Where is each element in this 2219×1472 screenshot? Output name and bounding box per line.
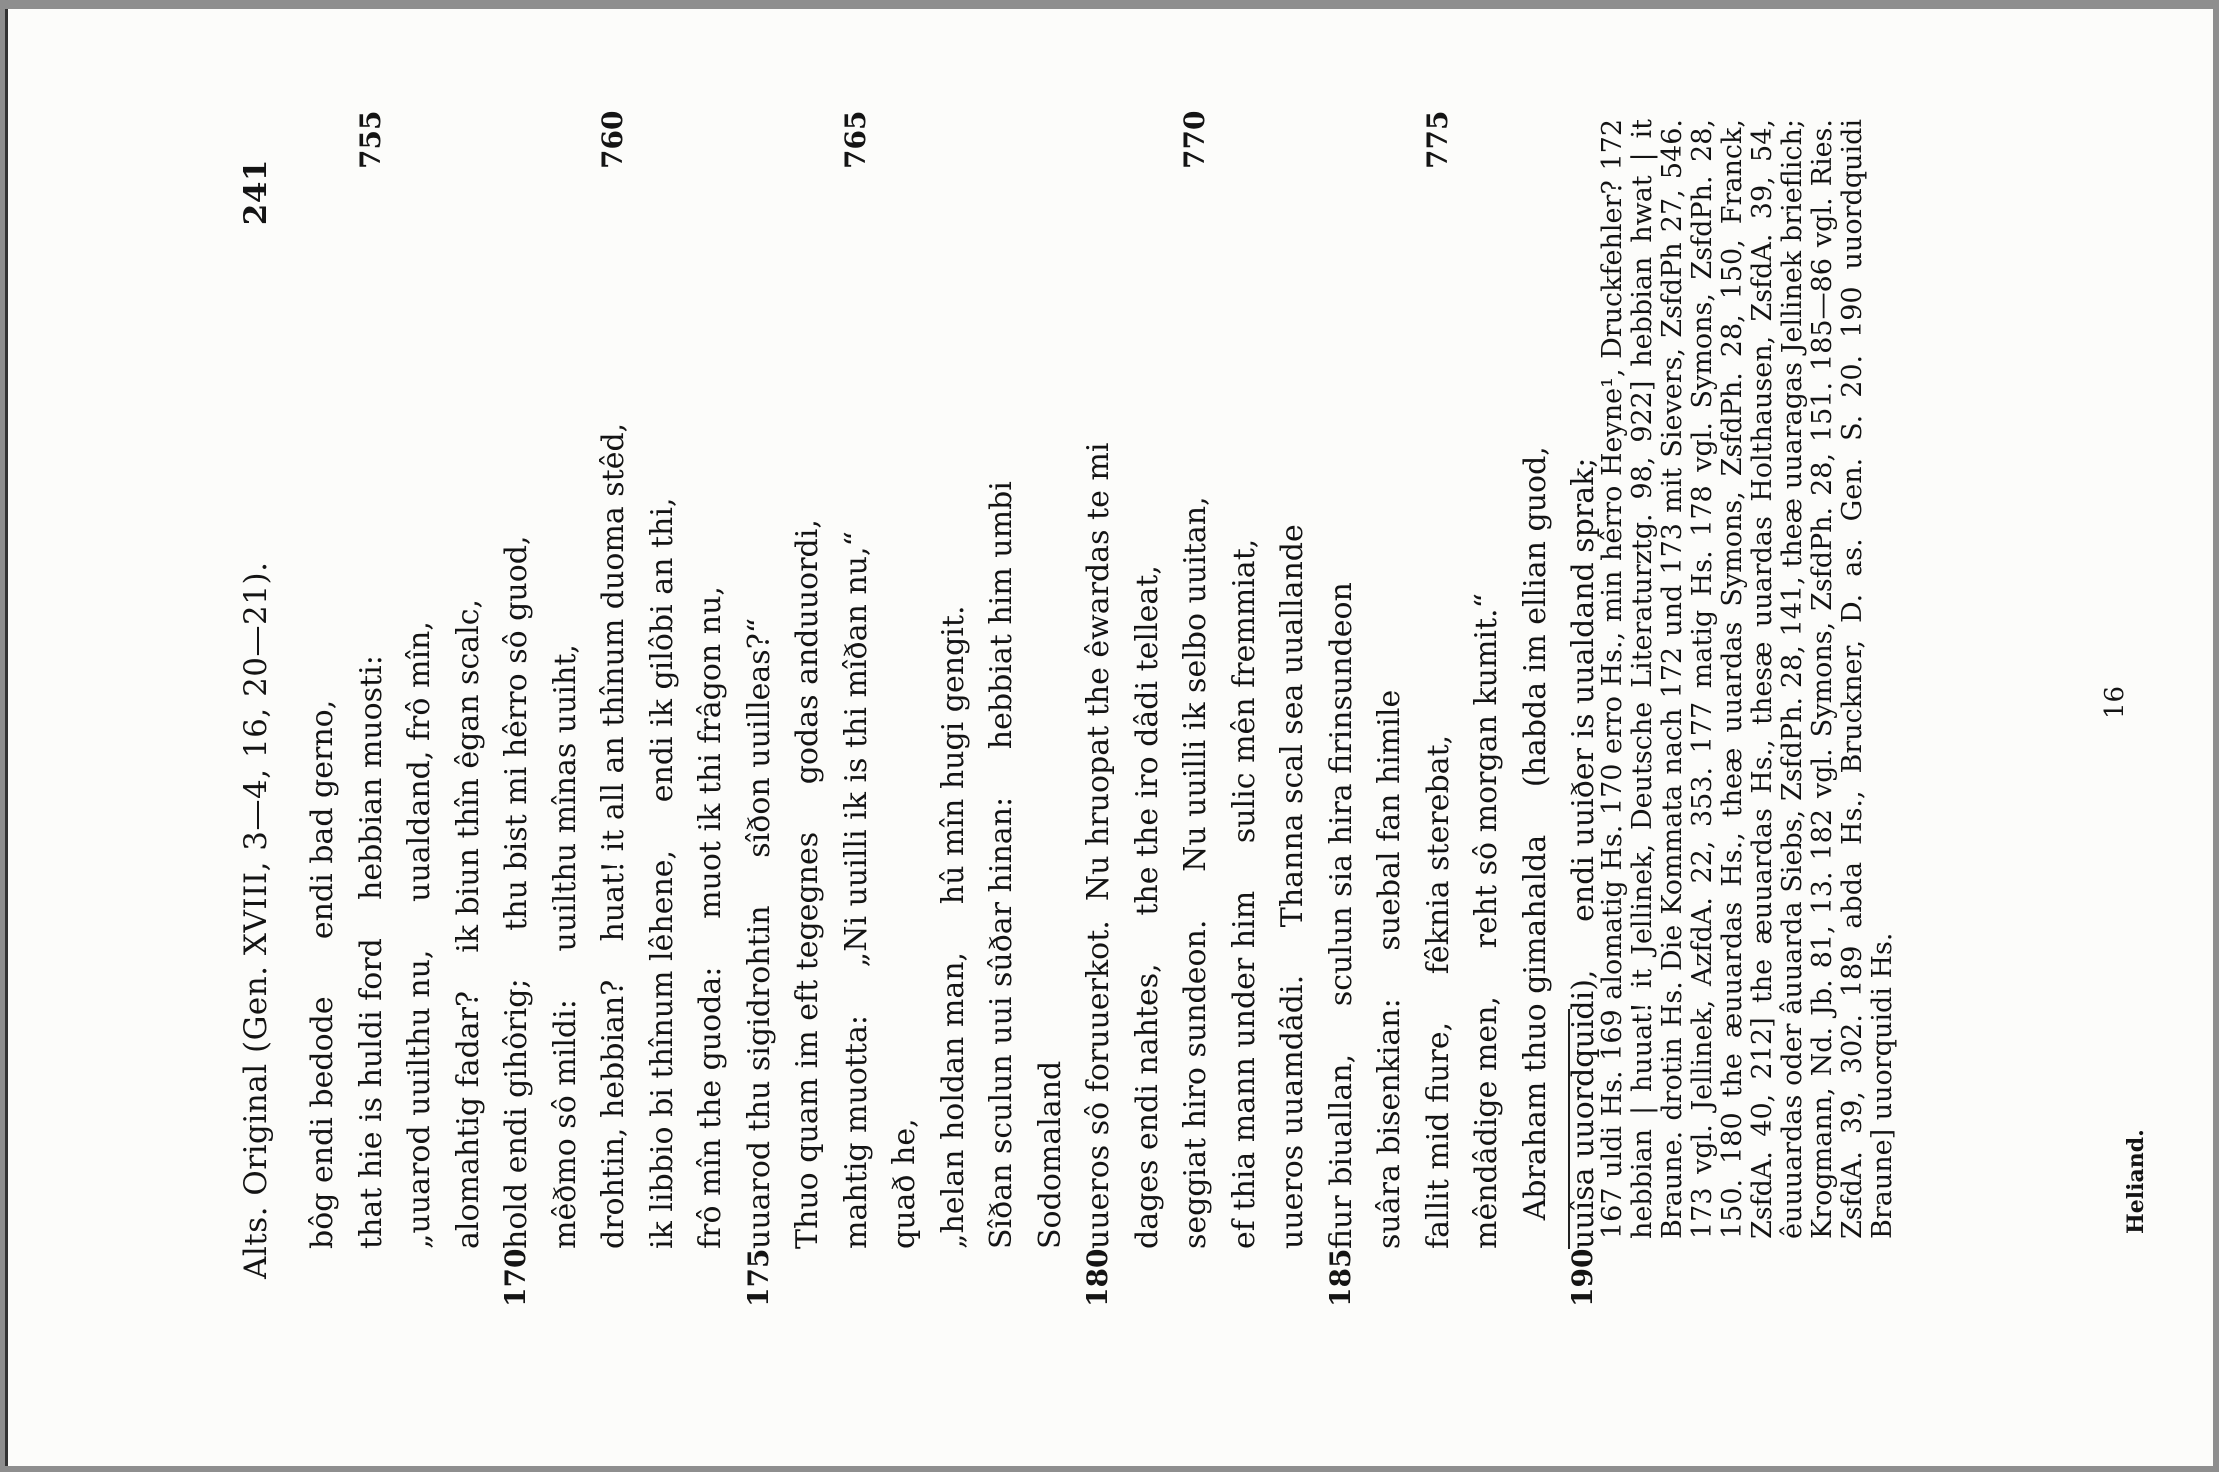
sheet-number: 16: [2100, 685, 2130, 719]
verse-text: mêndâdige men, reht sô morgan kumit.“: [1469, 593, 1504, 1249]
verse-line: [1323, 99, 1359, 1307]
verse-text: uuîsa uuordquidi), endi uuiðer is uualdand sprak;: [1566, 457, 1601, 1249]
verse-text: bôg endi bedode endi bad gerno,: [305, 699, 340, 1249]
verse-text: uuarod thu sigidrohtin sîðon uuilleas?“: [741, 617, 777, 1249]
verse-text: ef thia mann under him sulic mên fremmiat,: [1226, 538, 1262, 1249]
verse-number: 755: [353, 110, 387, 169]
verse-text: Sodomaland: [1032, 1060, 1068, 1249]
header-title: Alts. Original (Gen. XVIII, 3—4, 16, 20—21).: [238, 561, 274, 1279]
verse-number: 760: [596, 110, 629, 169]
line-number: 185: [1323, 1248, 1357, 1307]
running-header: [238, 159, 274, 1279]
verse-text: mêðmo sô mildi: uuilthu mînas uuiht,: [547, 644, 583, 1249]
verse-text: ik libbio bi thînum lêhene, endi ik gilôbi an thi,: [644, 497, 680, 1249]
verse-line: [644, 99, 680, 1249]
verse-line: [402, 99, 437, 1249]
verse-text: drohtin, hebbian? huat! it all an thînum duoma stêd,: [596, 422, 631, 1249]
verse-line: [1517, 99, 1553, 1249]
critical-apparatus: 167 uldi Hs. 169 alomatig Hs. 170 erro Hs., min hêrro Heyne¹, Druckfehler? 172 hebbian | huuat! it Jellinek, Deutsche Literaturztg. 98, 922] hebbian hwat | it Braune. drotin Hs. Die Kommata nach 172 und 173 mit Sievers, ZsfdPh 27, 546. 173 vgl. Jellinek, AzfdA. 22, 353. 177 matig Hs. 178 vgl. Symons, ZsfdPh. 28, 150. 180 the æuuardas Hs., theæ uuardas Symons, ZsfdPh. 28, 150, Franck, ZsfdA. 40, 212] the æuuardas Hs., thesæ uuardas Holthausen, ZsfdA. 39, 54, êuuuardas oder âuuarda Siebs, ZsfdPh. 28, 141, theæ uuaragas Jellinek brieflich; Krogmann, Nd. Jb. 81, 13. 182 vgl. Symons, ZsfdPh. 28, 151. 185—86 vgl. Ries. ZsfdA. 39, 302. 189 abda Hs., Bruckner, D. as. Gen. S. 20. 190 uuordquidi Braune] uuorquidi Hs.: [1597, 119, 1898, 1239]
verse-line: [596, 99, 631, 1249]
verse-line: [1275, 99, 1310, 1249]
verse-text: Abraham thuo gimahalda (habda im ellian guod,: [1517, 446, 1553, 1249]
verse-text: alomahtig fadar? ik biun thîn êgan scalc,: [450, 598, 486, 1249]
verse-line: [450, 99, 486, 1249]
verse-number: 770: [1178, 110, 1211, 169]
verse-text: seggiat hiro sundeon. Nu uuilli ik selbo uuitan,: [1178, 496, 1213, 1249]
verse-line: [1372, 99, 1407, 1249]
verse-line: [1566, 99, 1601, 1307]
verse-text: mahtig muotta: „Ni uuilli ik is thi mîðan nu,“: [838, 531, 874, 1249]
verse-line: [935, 99, 971, 1249]
verse-text: quað he,: [887, 1118, 922, 1249]
verse-line: [1129, 99, 1165, 1249]
verse-text: uueros sô foruuerkot. Nu hruopat the êwardas te mi: [1081, 442, 1116, 1249]
scanned-page: [5, 9, 2213, 1466]
verse-text: „uuarod uuilthu nu, uualdand, frô mîn,: [402, 621, 437, 1249]
verse-line: [984, 99, 1019, 1249]
verse-text: Thuo quam im eft tegegnes godas anduuordi,: [790, 519, 825, 1249]
verse-line: [1226, 99, 1262, 1249]
rotated-page-content: [68, 19, 2168, 1439]
verse-line: [1178, 99, 1213, 1249]
verse-line: [887, 99, 922, 1249]
verse-text: Sîðan sculun uui sûðar hinan: hebbiat him umbi: [984, 481, 1019, 1249]
verse-text: fallit mid fiure, fêknia sterebat,: [1420, 734, 1456, 1249]
verse-text: fiur biuallan, sculun sia hira firinsundeon: [1323, 582, 1359, 1249]
verse-text: dages endi nahtes, the the iro dâdi telleat,: [1129, 565, 1165, 1249]
verse-line: [1032, 99, 1068, 1249]
verse-number: 775: [1420, 110, 1454, 169]
verse-line: [499, 99, 534, 1307]
verse-text: „helan holdan man, hû mîn hugi gengit.: [935, 605, 971, 1249]
verse-text: frô mîn the guoda: muot ik thi frâgon nu,: [693, 586, 728, 1249]
verse-text: that hie is huldi ford hebbian muosti:: [353, 655, 389, 1249]
line-number: 180: [1081, 1248, 1114, 1307]
verse-line: [547, 99, 583, 1249]
page-number: 241: [238, 159, 274, 226]
verse-line: [693, 99, 728, 1249]
verse-line: [1081, 99, 1116, 1307]
line-number: 175: [741, 1248, 775, 1307]
footnote-rule: [1568, 1009, 1570, 1249]
verse-number: 765: [838, 110, 872, 169]
line-number: 170: [499, 1248, 532, 1307]
verse-line: [790, 99, 825, 1249]
verse-line: [838, 99, 874, 1249]
verse-line: [1420, 99, 1456, 1249]
line-number: 190: [1566, 1248, 1599, 1307]
verse-line: [305, 99, 340, 1249]
verse-text: uueros uuamdâdi. Thanna scal sea uuallande: [1275, 524, 1310, 1249]
verse-line: [1469, 99, 1504, 1249]
verse-line: [353, 99, 389, 1249]
verse-line: [741, 99, 777, 1307]
footer-signature: Heliand.: [2123, 1129, 2149, 1234]
verse-text: hold endi gihôrig; thu bist mi hêrro sô guod,: [499, 535, 534, 1249]
verse-text: suâra bisenkian: suebal fan himile: [1372, 689, 1407, 1249]
